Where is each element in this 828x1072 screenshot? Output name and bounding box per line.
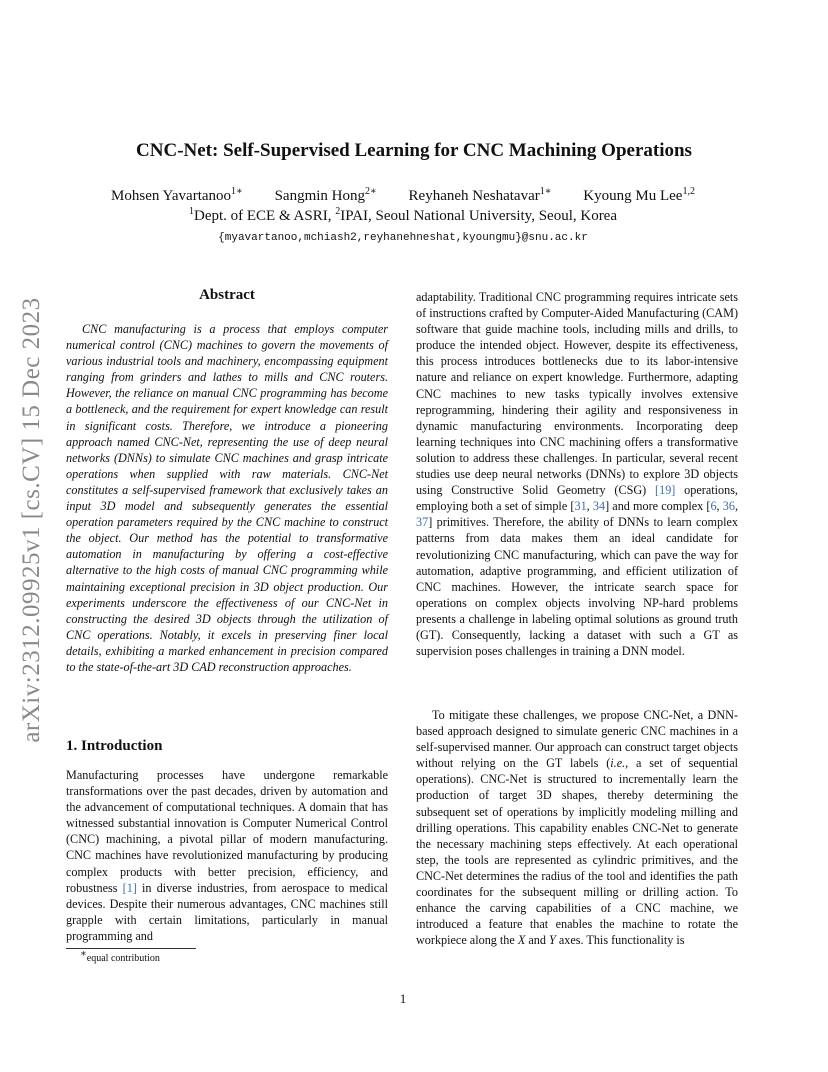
footnote: ∗equal contribution bbox=[80, 948, 160, 964]
citation-link[interactable]: 6 bbox=[710, 499, 717, 514]
citation-link[interactable]: 37 bbox=[416, 515, 429, 530]
author-1: Mohsen Yavartanoo$^{1∗}$ bbox=[111, 186, 243, 204]
section-heading-introduction: 1. Introduction bbox=[66, 738, 163, 754]
author-2: Sangmin Hong$^{2∗}$ bbox=[274, 186, 377, 204]
arxiv-identifier: arXiv:2312.09925v1 [cs.CV] 15 Dec 2023 bbox=[18, 297, 45, 743]
affiliations: $^1$Dept. of ECE & ASRI, $^2$IPAI, Seoul National University, Seoul, Korea bbox=[188, 206, 618, 224]
page-number: 1 bbox=[399, 991, 407, 1006]
paper-title: CNC-Net: Self-Supervised Learning for CNC Machining Operations bbox=[136, 140, 692, 161]
arxiv-sidebar bbox=[12, 280, 52, 760]
author-3: Reyhaneh Neshatavar$^{1∗}$ bbox=[408, 186, 552, 204]
abstract-heading: Abstract bbox=[199, 287, 255, 303]
citation-link[interactable]: 34 bbox=[592, 499, 606, 514]
author-emails: {myavartanoo,mchiash2,reyhanehneshat,kyoungmu}@snu.ac.kr bbox=[218, 232, 588, 244]
intro-paragraph-1: Manufacturing processes have undergone remarkable transformations over the past decades, driven by automation and the advancement of computational techniques. A domain that has witnessed substantial innovation is Computer Numerical Control (CNC) machining, a pivotal pillar of modern manufacturing. CNC machines have revolutionized manufacturing by producing complex products with better precision, efficiency, and robustness [1] in diverse industries, from aerospace to medical devices. Despite their numerous advantages, CNC machines still grapple with certain limitations, particularly in manual programming and bbox=[66, 768, 388, 943]
intro-paragraph-2: adaptability. Traditional CNC programming requires intricate sets of instructions crafted by Computer-Aided Manufacturing (CAM) software that guide machine tools, including mills and drills, to produce the intended object. However, despite its effectiveness, this process introduces bottlenecks due to its labor-intensive nature and reliance on expert knowledge. Furthermore, adapting CNC machines to new tasks typically involves extensive reprogramming, hindering their agility and responsiveness in dynamic manufacturing environments. Incorporating deep learning techniques into CNC machining offers a transformative solution to address these challenges. In particular, several recent studies use deep neural networks (DNNs) to explore 3D objects using Constructive Solid Geometry (CSG) [19] operations, employing both a set of simple [31, 34] and more complex [6, 36, 37] primitives. Therefore, the ability of DNNs to learn complex patterns from data makes them an ideal candidate for revolutionizing CNC manufacturing, which can pave the way for automation, adaptive programming, and efficient utilization of CNC machines. However, the intricate search space for operations on complex objects involving NP-hard problems presents a challenge in labeling optimal solutions as ground truth (GT). Consequently, lacking a dataset with such a GT as supervision poses challenges in training a DNN model. bbox=[416, 290, 738, 659]
citation-link[interactable]: 31 bbox=[574, 499, 587, 514]
author-4: Kyoung Mu Lee$^{1,2}$ bbox=[583, 186, 695, 204]
intro-paragraph-3: To mitigate these challenges, we propose CNC-Net, a DNN-based approach designed to simulate generic CNC machines in a self-supervised manner. Our approach can construct target objects without relying on the GT labels (i.e., a set of sequential operations). CNC-Net is structured to incrementally learn the production of target 3D shapes, thereby determining the subsequent set of operations by implicitly modeling milling and drilling operations. This capability enables CNC-Net to generate the necessary machining steps effectively. At each operational step, the tools are represented as cylindric primitives, and the CNC-Net determines the radius of the tool and identifies the path coordinates for the subsequent milling or drilling action. To enhance the carving capabilities of a CNC machine, we introduced a feature that enables the machine to rotate the workpiece along the X and Y axes. This functionality is bbox=[416, 708, 738, 948]
author-list bbox=[0, 188, 806, 205]
abstract-text: CNC manufacturing is a process that employs computer numerical control (CNC) machines to govern the movements of various industrial tools and machinery, encompassing equipment ranging from grinders and lathes to mills and CNC routers. However, the reliance on manual CNC programming has become a bottleneck, and the requirement for expert knowledge can result in significant costs. Therefore, we introduce a pioneering approach named CNC-Net, representing the use of deep neural networks (DNNs) to simulate CNC machines and grasp intricate operations when supplied with raw materials. CNC-Net constitutes a self-supervised framework that exclusively takes an input 3D model and subsequently generates the essential operation parameters required by the CNC machine to construct the object. Our method has the potential to transformative automation in manufacturing by offering a cost-effective alternative to the high costs of manual CNC programming while maintaining exceptional precision in 3D object production. Our experiments underscore the effectiveness of our CNC-Net in constructing the desired 3D objects through the utilization of CNC operations. Notably, it excels in preserving finer local details, exhibiting a marked enhancement in precision compared to the state-of-the-art 3D CAD reconstruction approaches. bbox=[66, 322, 388, 674]
citation-link[interactable]: [19] bbox=[655, 483, 676, 498]
citation-link[interactable]: 36 bbox=[722, 499, 735, 514]
citation-link[interactable]: [1] bbox=[122, 880, 137, 895]
